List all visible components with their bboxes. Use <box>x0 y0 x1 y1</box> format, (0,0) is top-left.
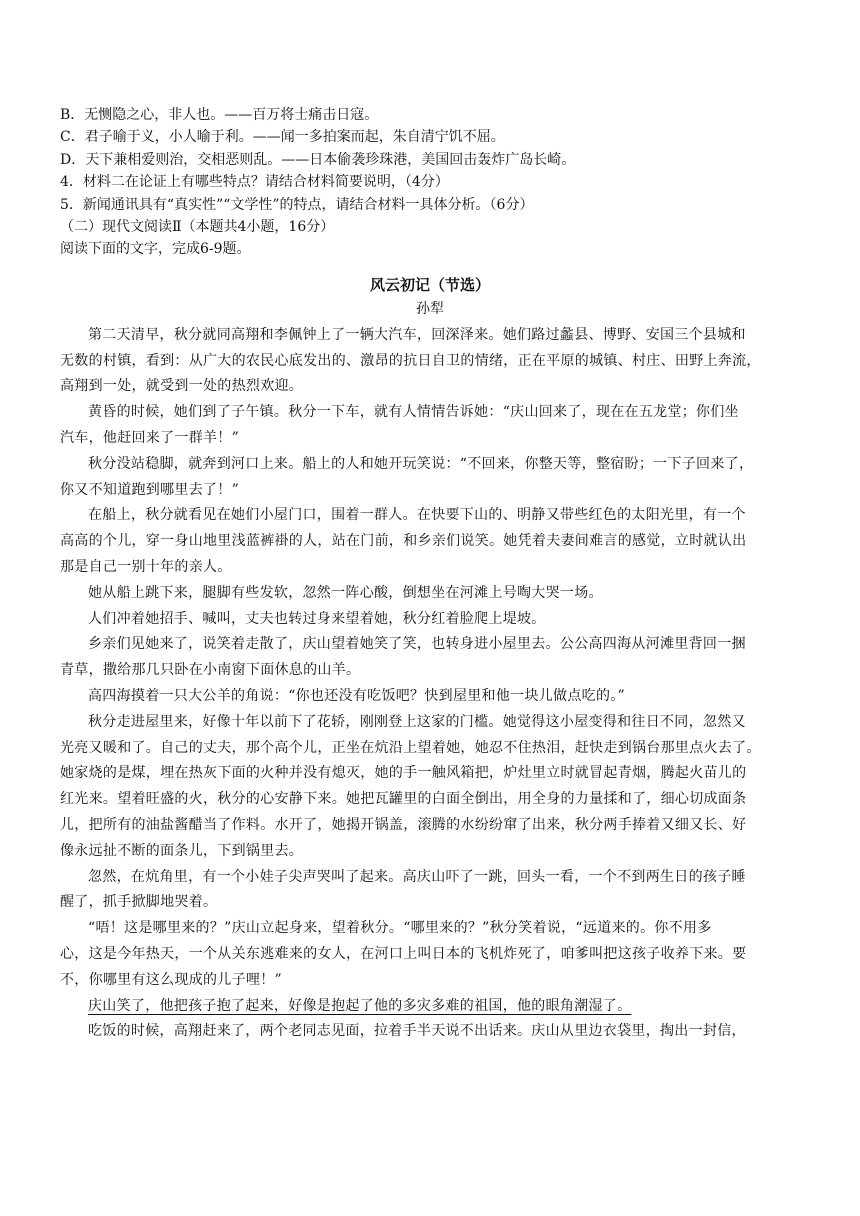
paragraph-line: 高高的个儿，穿一身山地里浅蓝裤褂的人，站在门前，和乡亲们说笑。她凭着夫妻间难言的感觉，立时就认出 <box>60 533 747 550</box>
option-b: B．无恻隐之心，非人也。——百万将士痛击日寇。 <box>60 107 379 123</box>
paragraph-line: 光亮又暖和了。自己的丈夫，那个高个儿，正坐在炕沿上望着她，她忍不住热泪，赶快走到锅台那里点火去了。 <box>60 739 761 756</box>
article-paragraph <box>60 323 800 400</box>
paragraph-line: 秋分没站稳脚，就奔到河口上来。船上的人和她开玩笑说：“不回来，你整天等，整宿盼；一下子回来了， <box>88 455 754 472</box>
article-paragraph <box>60 503 800 580</box>
option-c: C．君子喻于义，小人喻于利。——闻一多拍案而起，朱自清宁饥不屈。 <box>60 129 505 146</box>
section-heading: （二）现代文阅读Ⅱ（本题共4小题，16分） <box>60 219 335 236</box>
paragraph-line: 醒了，抓手掀脚地哭着。 <box>60 894 218 911</box>
paragraph-line: 第二天清早，秋分就同高翔和李佩钟上了一辆大汽车，回深泽来。她们路过蠡县、博野、安国三个县城和 <box>88 326 746 343</box>
paragraph-line: 庆山笑了，他把孩子抱了起来，好像是抱起了他的多灾多难的祖国，他的眼角潮湿了。 <box>88 997 632 1014</box>
paragraph-line: 高翔到一处，就受到一处的热烈欢迎。 <box>60 378 304 395</box>
article-paragraph <box>60 632 800 684</box>
article-author: 孙犁 <box>416 300 444 317</box>
paragraph-line: 人们冲着她招手、喊叫，丈夫也转过身来望着她，秋分红着脸爬上堤坡。 <box>88 610 546 627</box>
article-paragraph <box>60 916 800 993</box>
paragraph-line: 儿，把所有的油盐酱醋当了作料。水开了，她揭开锅盖，滚腾的水纷纷窜了出来，秋分两手捧着又细又长、好 <box>60 816 747 833</box>
paragraph-line: 她从船上跳下来，腿脚有些发软，忽然一阵心酸，倒想坐在河滩上号啕大哭一场。 <box>88 584 603 601</box>
paragraph-line: “唔！这是哪里来的？”庆山立起身来，望着秋分。“哪里来的？”秋分笑着说，“远道来的。你不用多 <box>88 920 712 937</box>
paragraph-line: 青草，撒给那几只卧在小南窗下面休息的山羊。 <box>60 662 361 679</box>
paragraph-line: 吃饭的时候，高翔赶来了，两个老同志见面，拉着手半天说不出话来。庆山从里边衣袋里，掏出一封信， <box>88 1023 746 1040</box>
paragraph-line: 汽车，他赶回来了一群羊！” <box>60 430 240 447</box>
article-paragraph <box>60 1019 800 1045</box>
paragraph-line: 心，这是今年热天，一个从关东逃难来的女人，在河口上叫日本的飞机炸死了，咱爹叫把这孩子收养下来。要 <box>60 945 747 962</box>
paragraph-line: 高四海摸着一只大公羊的角说：“你也还没有吃饭吧？快到屋里和他一块儿做点吃的。” <box>88 688 626 704</box>
article-paragraph <box>60 994 800 1020</box>
paragraph-line: 无数的村镇，看到：从广大的农民心底发出的、激昂的抗日自卫的情绪，正在平原的城镇、村庄、田野上奔流， <box>60 352 761 369</box>
paragraph-line: 乡亲们见她来了，说笑着走散了，庆山望着她笑了笑，也转身进小屋里去。公公高四海从河滩里背回一捆 <box>88 636 746 653</box>
article-paragraph <box>60 581 800 607</box>
paragraph-line: 像永远扯不断的面条儿，下到锅里去。 <box>60 842 304 859</box>
article-paragraph <box>60 865 800 917</box>
reading-instruction: 阅读下面的文字，完成6-9题。 <box>60 241 251 258</box>
article-paragraph <box>60 710 800 865</box>
question-4: 4．材料二在论证上有哪些特点？请结合材料简要说明，（4分） <box>60 174 449 191</box>
questions <box>60 171 800 216</box>
option-d: D．天下兼相爱则治，交相恶则乱。——日本偷袭珍珠港，美国回击轰炸广岛长崎。 <box>60 151 576 168</box>
article-body <box>60 323 800 1045</box>
paragraph-line: 黄昏的时候，她们到了子午镇。秋分一下车，就有人情情告诉她：“庆山回来了，现在在五龙堂；你们坐 <box>88 404 739 421</box>
paragraph-line: 红光来。望着旺盛的火，秋分的心安静下来。她把瓦罐里的白面全倒出，用全身的力量揉和了，细心切成面条 <box>60 791 747 808</box>
article-paragraph <box>60 400 800 452</box>
paragraph-line: 在船上，秋分就看见在她们小屋门口，围着一群人。在快要下山的、明静又带些红色的太阳光里，有一个 <box>88 507 746 524</box>
paragraph-line: 她家烧的是煤，埋在热灰下面的火种并没有熄灭，她的手一触风箱把，炉灶里立时就冒起青烟，腾起火苗儿的 <box>60 765 747 782</box>
article-title: 风云初记（节选） <box>369 275 490 294</box>
question-5: 5．新闻通讯具有“真实性”“文学性”的特点，请结合材料一具体分析。（6分） <box>60 196 534 213</box>
answer-options <box>60 104 800 171</box>
article-paragraph <box>60 684 800 710</box>
paragraph-line: 那是自己一别十年的亲人。 <box>60 559 232 576</box>
paragraph-line: 秋分走进屋里来，好像十年以前下了花轿，刚刚登上这家的门槛。她觉得这小屋变得和往日不同，忽然又 <box>88 713 746 730</box>
article-paragraph <box>60 452 800 504</box>
paragraph-line: 你又不知道跑到哪里去了！” <box>60 481 240 498</box>
paragraph-line: 忽然，在炕角里，有一个小娃子尖声哭叫了起来。高庆山吓了一跳，回头一看，一个不到两生日的孩子睡 <box>88 868 746 885</box>
article-paragraph <box>60 607 800 633</box>
paragraph-line: 不，你哪里有这么现成的儿子哩！” <box>60 971 282 988</box>
